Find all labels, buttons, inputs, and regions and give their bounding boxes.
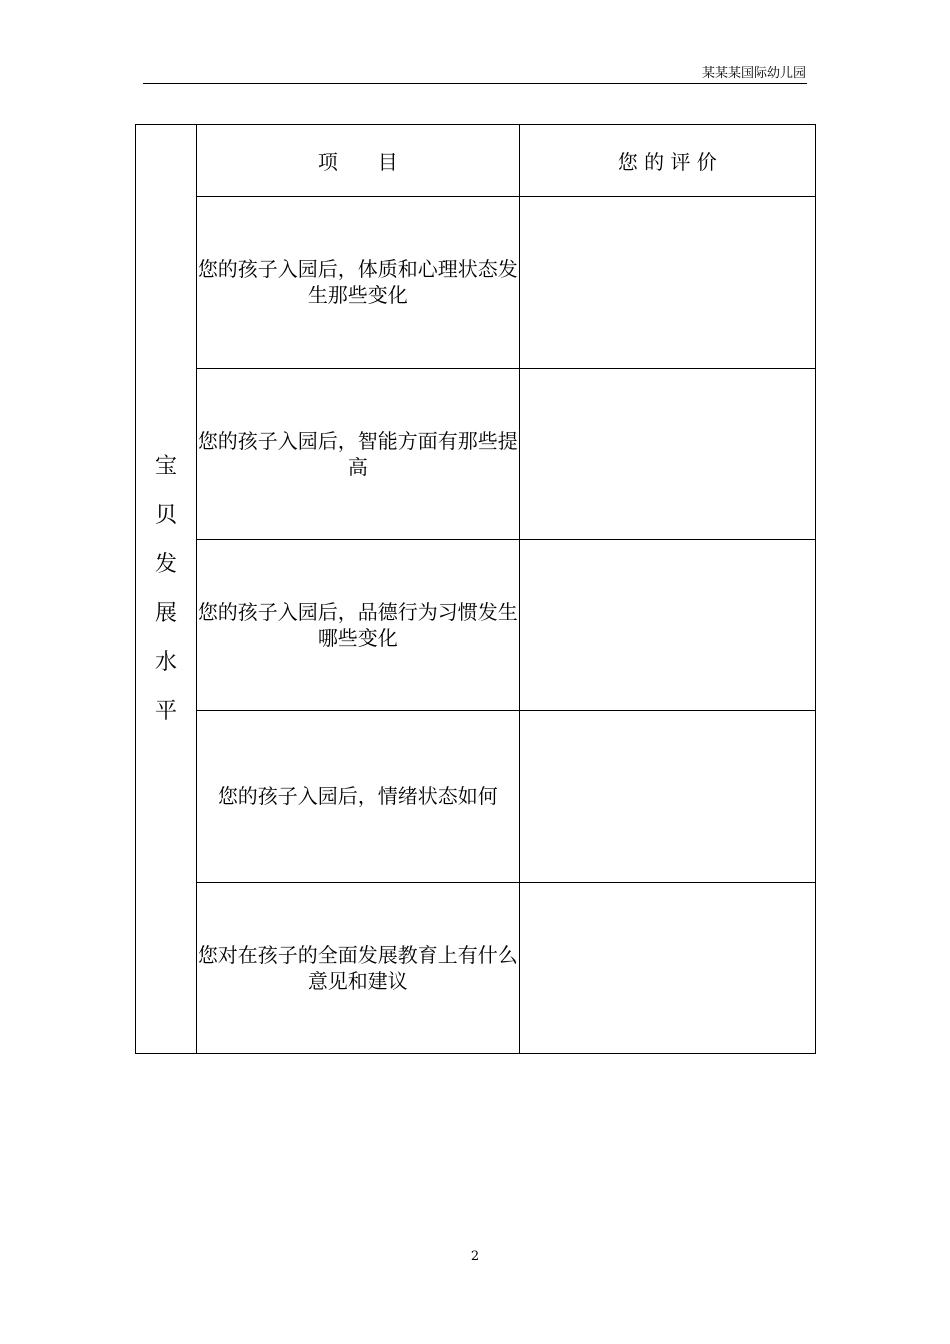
side-label-char: 宝 (155, 454, 178, 479)
question-text: 您的孩子入园后，智能方面有那些提高 (197, 428, 518, 479)
column-header-evaluation-label: 您 的 评 价 (617, 150, 717, 175)
column-header-evaluation (519, 125, 815, 197)
table-row (136, 882, 816, 1053)
header-divider (143, 83, 807, 84)
table-row (136, 197, 816, 368)
question-text: 您对在孩子的全面发展教育上有什么意见和建议 (197, 942, 518, 993)
question-cell (197, 882, 519, 1053)
evaluation-answer-cell[interactable] (519, 197, 815, 368)
page-number: 2 (470, 1249, 480, 1264)
evaluation-answer-cell[interactable] (519, 711, 815, 882)
table-header-row (136, 125, 816, 197)
table-row (136, 368, 816, 539)
side-label-char: 展 (155, 601, 178, 626)
side-label-char: 平 (155, 699, 178, 724)
question-cell (197, 368, 519, 539)
question-text: 您的孩子入园后，情绪状态如何 (217, 784, 498, 809)
column-header-item-label: 项 目 (317, 150, 398, 175)
question-cell (197, 711, 519, 882)
question-text: 您的孩子入园后，体质和心理状态发生那些变化 (197, 257, 518, 308)
side-label-cell (136, 125, 197, 1054)
side-label-char: 水 (155, 650, 178, 675)
table-row (136, 539, 816, 710)
evaluation-answer-cell[interactable] (519, 882, 815, 1053)
question-cell (197, 197, 519, 368)
evaluation-answer-cell[interactable] (519, 539, 815, 710)
column-header-item (197, 125, 519, 197)
question-cell (197, 539, 519, 710)
evaluation-answer-cell[interactable] (519, 368, 815, 539)
development-evaluation-table (135, 124, 816, 1054)
side-label-char: 贝 (155, 503, 178, 528)
question-text: 您的孩子入园后，品德行为习惯发生哪些变化 (197, 600, 518, 651)
table-row (136, 711, 816, 882)
side-label-char: 发 (155, 552, 178, 577)
page-header-title: 某某某国际幼儿园 (701, 66, 806, 81)
